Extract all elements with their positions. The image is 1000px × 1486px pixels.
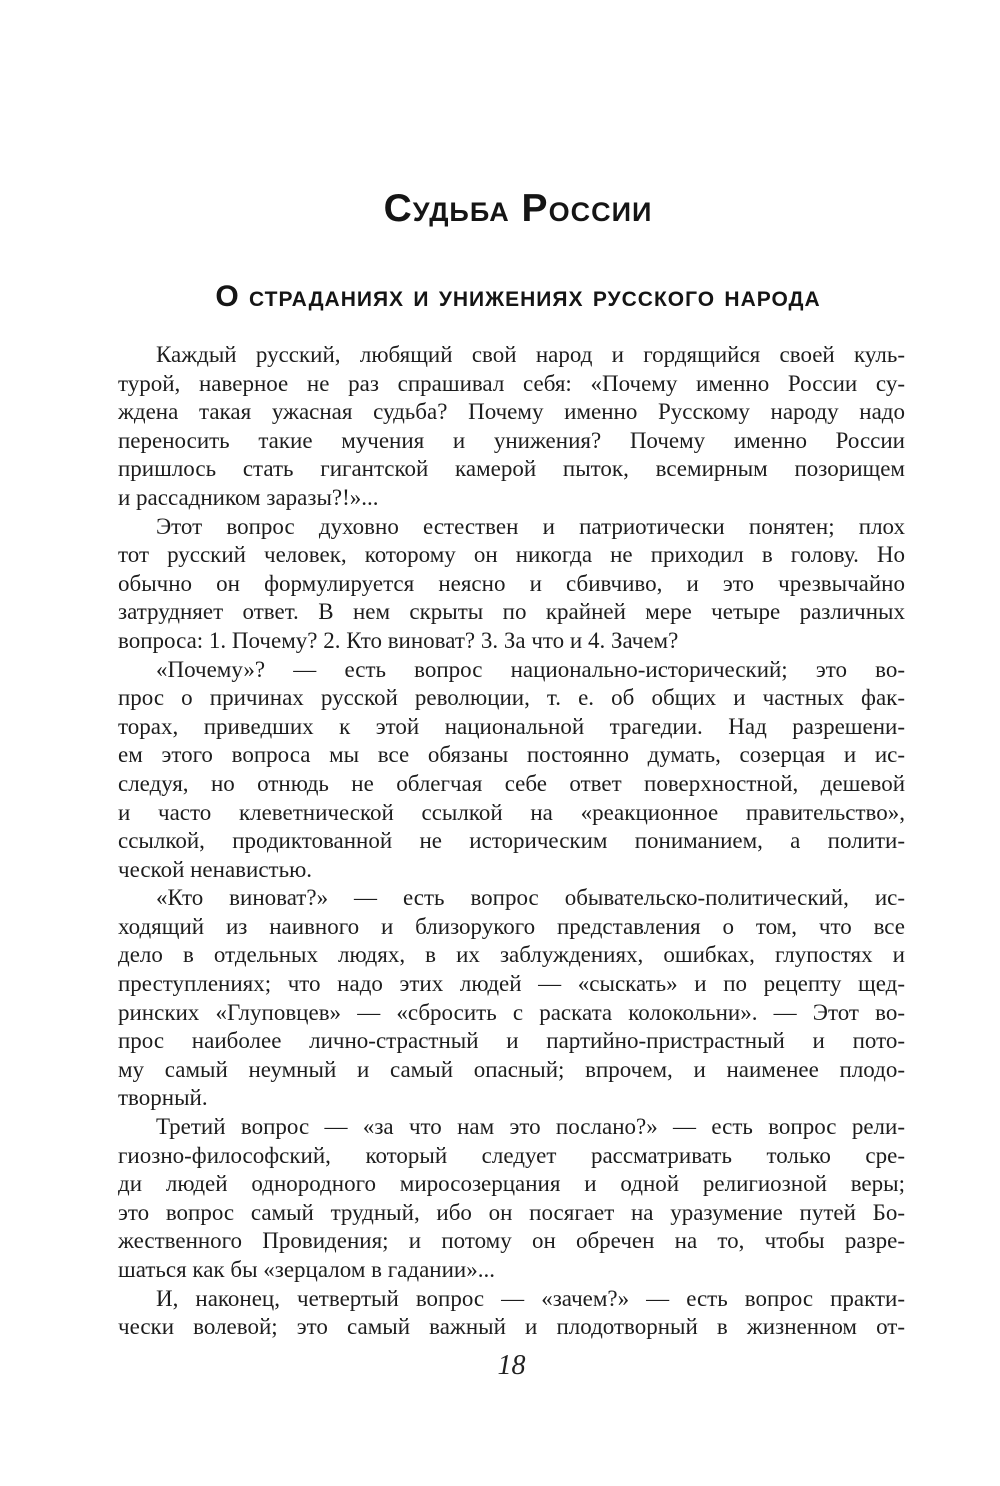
text-line: прос о причинах русской революции, т. е. об общих и частных фак-: [118, 685, 905, 711]
text-line: Каждый русский, любящий свой народ и гордящийся своей куль-: [156, 342, 905, 367]
paragraph: [118, 341, 905, 513]
text-line: ссылкой, продиктованной не историческим пониманием, а полити-: [118, 828, 905, 854]
paragraph: [118, 656, 905, 885]
paragraph: [118, 513, 905, 656]
text-line: ди людей однородного миросозерцания и одной религиозной веры;: [118, 1171, 905, 1197]
text-line: и часто клеветнической ссылкой на «реакционное правительство»,: [118, 799, 905, 825]
chapter-title: Судьба России: [383, 187, 653, 230]
section-title: О страданиях и унижениях русского народа: [215, 280, 821, 313]
text-line: тот русский человек, которому он никогда не приходил в голову. Но: [118, 542, 905, 568]
paragraph: [118, 1113, 905, 1285]
text-line: И, наконец, четвертый вопрос — «зачем?» — есть вопрос практи-: [156, 1285, 905, 1311]
text-line: обычно он формулируется неясно и сбивчиво, и это чрезвычайно: [118, 570, 905, 596]
text-line: «Кто виноват?» — есть вопрос обывательско-политический, ис-: [156, 885, 905, 911]
text-line: следуя, но отнюдь не облегчая себе ответ поверхностной, дешевой: [118, 770, 905, 796]
text-line: ходящий из наивного и близорукого представления о том, что все: [118, 913, 905, 939]
text-line: преступлениях; что надо этих людей — «сыскать» и по рецепту щед-: [118, 971, 905, 997]
text-line: прос наиболее лично-страстный и партийно-пристрастный и пото-: [118, 1028, 905, 1054]
text-line: творный.: [118, 1085, 208, 1111]
text-line: жественного Провидения; и потому он обречен на то, чтобы разре-: [118, 1228, 905, 1254]
text-line: это вопрос самый трудный, ибо он посягает на уразумение путей Бо-: [118, 1199, 905, 1225]
text-line: ем этого вопроса мы все обязаны постоянно думать, созерцая и ис-: [118, 742, 905, 768]
text-line: турой, наверное не раз спрашивал себя: «Почему именно России су-: [118, 370, 905, 396]
text-line: ждена такая ужасная судьба? Почему именно Русскому народу надо: [118, 399, 905, 425]
text-line: ринских «Глуповцев» — «сбросить с раската колокольни». — Этот во-: [118, 999, 905, 1025]
text-line: пришлось стать гигантской камерой пыток, всемирным позорищем: [118, 456, 905, 482]
text-line: переносить такие мучения и унижения? Почему именно России: [118, 427, 905, 453]
text-line: дело в отдельных людях, в их заблуждениях, ошибках, глупостях и: [118, 942, 905, 968]
text-line: му самый неумный и самый опасный; впрочем, и наименее плодо-: [118, 1056, 905, 1082]
text-line: торах, приведших к этой национальной трагедии. Над разрешени-: [118, 713, 905, 739]
text-line: гиозно-философский, который следует рассматривать только сре-: [118, 1142, 905, 1168]
page-number: 18: [497, 1350, 526, 1381]
text-line: и рассадником заразы?!»...: [118, 484, 379, 510]
text-line: чески волевой; это самый важный и плодотворный в жизненном от-: [118, 1314, 905, 1340]
paragraph: [118, 1285, 905, 1342]
text-line: шаться как бы «зерцалом в гадании»...: [118, 1257, 495, 1282]
paragraph: [118, 884, 905, 1113]
text-line: затрудняет ответ. В нем скрыты по крайней мере четыре различных: [118, 599, 905, 625]
text-line: ческой ненавистью.: [118, 856, 313, 882]
text-line: Третий вопрос — «за что нам это послано?» — есть вопрос рели-: [156, 1114, 905, 1140]
body-text: [118, 341, 905, 1342]
text-line: «Почему»? — есть вопрос национально-исторический; это во-: [156, 656, 905, 682]
text-line: Этот вопрос духовно естествен и патриотически понятен; плох: [156, 513, 905, 539]
text-line: вопроса: 1. Почему? 2. Кто виноват? 3. За что и 4. Зачем?: [118, 627, 679, 653]
